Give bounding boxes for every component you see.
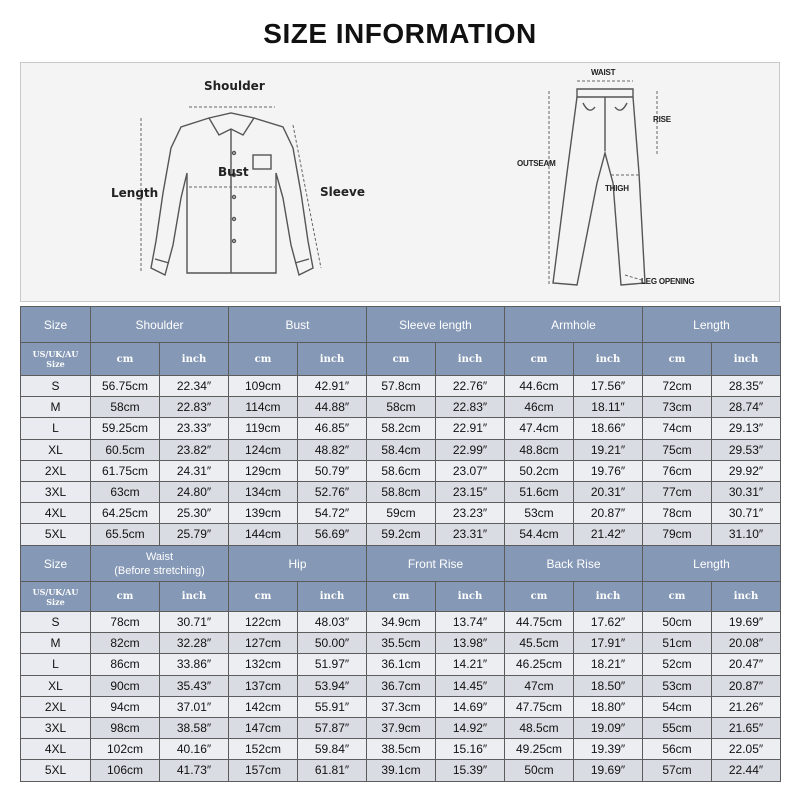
cm-value-cell: 47.4cm: [505, 418, 574, 439]
cm-value-cell: 54.4cm: [505, 524, 574, 545]
inch-value-cell: 19.69″: [574, 760, 643, 781]
cm-value-cell: 63cm: [91, 481, 160, 502]
unit-cm: cm: [229, 582, 298, 612]
size-cell: 3XL: [21, 481, 91, 502]
cm-value-cell: 59.25cm: [91, 418, 160, 439]
cm-value-cell: 59cm: [367, 503, 436, 524]
inch-value-cell: 21.42″: [574, 524, 643, 545]
unit-inch: inch: [298, 343, 367, 376]
cm-value-cell: 58cm: [367, 397, 436, 418]
inch-value-cell: 22.34″: [160, 376, 229, 397]
unit-cm: cm: [367, 343, 436, 376]
inch-value-cell: 18.66″: [574, 418, 643, 439]
inch-value-cell: 20.08″: [712, 633, 781, 654]
inch-value-cell: 31.10″: [712, 524, 781, 545]
cm-value-cell: 78cm: [643, 503, 712, 524]
inch-value-cell: 14.21″: [436, 654, 505, 675]
cm-value-cell: 51.6cm: [505, 481, 574, 502]
inch-value-cell: 14.45″: [436, 675, 505, 696]
inch-value-cell: 14.69″: [436, 696, 505, 717]
leg-opening-label: LEG OPENING: [641, 277, 695, 286]
inch-value-cell: 18.80″: [574, 696, 643, 717]
cm-value-cell: 74cm: [643, 418, 712, 439]
unit-inch: inch: [712, 582, 781, 612]
inch-value-cell: 37.01″: [160, 696, 229, 717]
size-cell: M: [21, 633, 91, 654]
inch-value-cell: 25.79″: [160, 524, 229, 545]
inch-value-cell: 50.00″: [298, 633, 367, 654]
cm-value-cell: 53cm: [643, 675, 712, 696]
inch-value-cell: 20.87″: [712, 675, 781, 696]
cm-value-cell: 58cm: [91, 397, 160, 418]
header-size: Size: [21, 307, 91, 343]
cm-value-cell: 90cm: [91, 675, 160, 696]
inch-value-cell: 48.03″: [298, 612, 367, 633]
table-header-row: [21, 546, 781, 582]
inch-value-cell: 42.91″: [298, 376, 367, 397]
inch-value-cell: 28.74″: [712, 397, 781, 418]
inch-value-cell: 55.91″: [298, 696, 367, 717]
inch-value-cell: 15.16″: [436, 739, 505, 760]
header-shoulder: Shoulder: [91, 307, 229, 343]
inch-value-cell: 15.39″: [436, 760, 505, 781]
shoulder-label: Shoulder: [204, 79, 265, 93]
cm-value-cell: 134cm: [229, 481, 298, 502]
cm-value-cell: 58.8cm: [367, 481, 436, 502]
cm-value-cell: 86cm: [91, 654, 160, 675]
inch-value-cell: 22.76″: [436, 376, 505, 397]
inch-value-cell: 17.56″: [574, 376, 643, 397]
measurement-diagram: [20, 62, 780, 302]
table-row: [21, 524, 781, 545]
inch-value-cell: 48.82″: [298, 439, 367, 460]
cm-value-cell: 142cm: [229, 696, 298, 717]
cm-value-cell: 49.25cm: [505, 739, 574, 760]
inch-value-cell: 17.62″: [574, 612, 643, 633]
rise-label: RISE: [653, 115, 671, 124]
cm-value-cell: 50.2cm: [505, 460, 574, 481]
header-length: Length: [643, 546, 781, 582]
table-unit-row: [21, 582, 781, 612]
size-cell: 5XL: [21, 760, 91, 781]
pants-illustration: [553, 89, 645, 285]
table-row: [21, 418, 781, 439]
inch-value-cell: 57.87″: [298, 717, 367, 738]
table-row: [21, 717, 781, 738]
cm-value-cell: 55cm: [643, 717, 712, 738]
inch-value-cell: 32.28″: [160, 633, 229, 654]
inch-value-cell: 51.97″: [298, 654, 367, 675]
waist-note: (Before stretching): [114, 564, 205, 577]
unit-cm: cm: [91, 582, 160, 612]
cm-value-cell: 48.8cm: [505, 439, 574, 460]
size-region-header: US/UK/AU Size: [21, 343, 91, 376]
cm-value-cell: 44.6cm: [505, 376, 574, 397]
unit-cm: cm: [643, 582, 712, 612]
table-row: [21, 760, 781, 781]
inch-value-cell: 17.91″: [574, 633, 643, 654]
inch-value-cell: 30.71″: [160, 612, 229, 633]
inch-value-cell: 30.31″: [712, 481, 781, 502]
cm-value-cell: 35.5cm: [367, 633, 436, 654]
inch-value-cell: 23.82″: [160, 439, 229, 460]
bust-label: Bust: [218, 165, 249, 179]
table-row: [21, 612, 781, 633]
cm-value-cell: 147cm: [229, 717, 298, 738]
table-row: [21, 481, 781, 502]
header-front-rise: Front Rise: [367, 546, 505, 582]
inch-value-cell: 19.21″: [574, 439, 643, 460]
inch-value-cell: 24.80″: [160, 481, 229, 502]
cm-value-cell: 38.5cm: [367, 739, 436, 760]
inch-value-cell: 61.81″: [298, 760, 367, 781]
unit-cm: cm: [229, 343, 298, 376]
unit-inch: inch: [436, 343, 505, 376]
inch-value-cell: 33.86″: [160, 654, 229, 675]
inch-value-cell: 29.92″: [712, 460, 781, 481]
inch-value-cell: 38.58″: [160, 717, 229, 738]
inch-value-cell: 53.94″: [298, 675, 367, 696]
inch-value-cell: 23.31″: [436, 524, 505, 545]
length-label: Length: [111, 186, 159, 200]
table-row: [21, 654, 781, 675]
size-cell: M: [21, 397, 91, 418]
cm-value-cell: 77cm: [643, 481, 712, 502]
unit-cm: cm: [367, 582, 436, 612]
cm-value-cell: 37.9cm: [367, 717, 436, 738]
inch-value-cell: 56.69″: [298, 524, 367, 545]
cm-value-cell: 47.75cm: [505, 696, 574, 717]
cm-value-cell: 137cm: [229, 675, 298, 696]
shirt-illustration: [151, 113, 313, 275]
cm-value-cell: 102cm: [91, 739, 160, 760]
inch-value-cell: 18.50″: [574, 675, 643, 696]
size-cell: 4XL: [21, 503, 91, 524]
inch-value-cell: 50.79″: [298, 460, 367, 481]
unit-cm: cm: [505, 343, 574, 376]
cm-value-cell: 58.4cm: [367, 439, 436, 460]
garment-illustrations: [21, 63, 781, 303]
cm-value-cell: 46cm: [505, 397, 574, 418]
inch-value-cell: 21.65″: [712, 717, 781, 738]
cm-value-cell: 56cm: [643, 739, 712, 760]
inch-value-cell: 54.72″: [298, 503, 367, 524]
inch-value-cell: 59.84″: [298, 739, 367, 760]
header-armhole: Armhole: [505, 307, 643, 343]
unit-inch: inch: [160, 343, 229, 376]
header-size: Size: [21, 546, 91, 582]
cm-value-cell: 47cm: [505, 675, 574, 696]
cm-value-cell: 75cm: [643, 439, 712, 460]
cm-value-cell: 152cm: [229, 739, 298, 760]
inch-value-cell: 19.76″: [574, 460, 643, 481]
inch-value-cell: 22.91″: [436, 418, 505, 439]
inch-value-cell: 44.88″: [298, 397, 367, 418]
inch-value-cell: 19.69″: [712, 612, 781, 633]
cm-value-cell: 72cm: [643, 376, 712, 397]
unit-cm: cm: [91, 343, 160, 376]
bottom-table-body: [21, 612, 781, 782]
cm-value-cell: 48.5cm: [505, 717, 574, 738]
inch-value-cell: 19.39″: [574, 739, 643, 760]
cm-value-cell: 109cm: [229, 376, 298, 397]
cm-value-cell: 58.2cm: [367, 418, 436, 439]
table-header-row: [21, 307, 781, 343]
waist-label: WAIST: [591, 68, 616, 77]
header-hip: Hip: [229, 546, 367, 582]
cm-value-cell: 114cm: [229, 397, 298, 418]
header-bust: Bust: [229, 307, 367, 343]
cm-value-cell: 39.1cm: [367, 760, 436, 781]
cm-value-cell: 57.8cm: [367, 376, 436, 397]
header-length: Length: [643, 307, 781, 343]
cm-value-cell: 57cm: [643, 760, 712, 781]
size-cell: 5XL: [21, 524, 91, 545]
table-row: [21, 696, 781, 717]
cm-value-cell: 52cm: [643, 654, 712, 675]
cm-value-cell: 50cm: [643, 612, 712, 633]
cm-value-cell: 79cm: [643, 524, 712, 545]
inch-value-cell: 46.85″: [298, 418, 367, 439]
table-row: [21, 739, 781, 760]
table-row: [21, 397, 781, 418]
inch-value-cell: 35.43″: [160, 675, 229, 696]
size-cell: S: [21, 612, 91, 633]
cm-value-cell: 53cm: [505, 503, 574, 524]
table-row: [21, 633, 781, 654]
table-row: [21, 439, 781, 460]
inch-value-cell: 30.71″: [712, 503, 781, 524]
cm-value-cell: 50cm: [505, 760, 574, 781]
cm-value-cell: 44.75cm: [505, 612, 574, 633]
inch-value-cell: 40.16″: [160, 739, 229, 760]
table-row: [21, 376, 781, 397]
inch-value-cell: 20.87″: [574, 503, 643, 524]
size-cell: S: [21, 376, 91, 397]
inch-value-cell: 29.53″: [712, 439, 781, 460]
inch-value-cell: 20.47″: [712, 654, 781, 675]
inch-value-cell: 22.44″: [712, 760, 781, 781]
inch-value-cell: 19.09″: [574, 717, 643, 738]
inch-value-cell: 23.23″: [436, 503, 505, 524]
inch-value-cell: 22.83″: [160, 397, 229, 418]
inch-value-cell: 23.07″: [436, 460, 505, 481]
unit-inch: inch: [160, 582, 229, 612]
inch-value-cell: 24.31″: [160, 460, 229, 481]
cm-value-cell: 157cm: [229, 760, 298, 781]
cm-value-cell: 61.75cm: [91, 460, 160, 481]
top-table-body: [21, 376, 781, 546]
size-cell: XL: [21, 439, 91, 460]
table-unit-row: [21, 343, 781, 376]
cm-value-cell: 34.9cm: [367, 612, 436, 633]
size-cell: L: [21, 418, 91, 439]
page-title: SIZE INFORMATION: [263, 18, 537, 49]
inch-value-cell: 23.15″: [436, 481, 505, 502]
table-row: [21, 460, 781, 481]
inch-value-cell: 25.30″: [160, 503, 229, 524]
unit-inch: inch: [436, 582, 505, 612]
cm-value-cell: 122cm: [229, 612, 298, 633]
size-cell: XL: [21, 675, 91, 696]
cm-value-cell: 76cm: [643, 460, 712, 481]
inch-value-cell: 22.05″: [712, 739, 781, 760]
unit-inch: inch: [574, 343, 643, 376]
cm-value-cell: 73cm: [643, 397, 712, 418]
size-cell: 2XL: [21, 460, 91, 481]
cm-value-cell: 144cm: [229, 524, 298, 545]
size-cell: 2XL: [21, 696, 91, 717]
cm-value-cell: 64.25cm: [91, 503, 160, 524]
cm-value-cell: 59.2cm: [367, 524, 436, 545]
inch-value-cell: 13.98″: [436, 633, 505, 654]
cm-value-cell: 82cm: [91, 633, 160, 654]
inch-value-cell: 29.13″: [712, 418, 781, 439]
header-sleeve-length: Sleeve length: [367, 307, 505, 343]
inch-value-cell: 14.92″: [436, 717, 505, 738]
cm-value-cell: 45.5cm: [505, 633, 574, 654]
size-cell: 4XL: [21, 739, 91, 760]
unit-inch: inch: [712, 343, 781, 376]
inch-value-cell: 18.21″: [574, 654, 643, 675]
cm-value-cell: 58.6cm: [367, 460, 436, 481]
unit-cm: cm: [643, 343, 712, 376]
cm-value-cell: 119cm: [229, 418, 298, 439]
cm-value-cell: 36.7cm: [367, 675, 436, 696]
inch-value-cell: 20.31″: [574, 481, 643, 502]
size-cell: 3XL: [21, 717, 91, 738]
cm-value-cell: 106cm: [91, 760, 160, 781]
cm-value-cell: 129cm: [229, 460, 298, 481]
thigh-label: THIGH: [605, 184, 629, 193]
inch-value-cell: 52.76″: [298, 481, 367, 502]
cm-value-cell: 60.5cm: [91, 439, 160, 460]
inch-value-cell: 28.35″: [712, 376, 781, 397]
inch-value-cell: 21.26″: [712, 696, 781, 717]
inch-value-cell: 13.74″: [436, 612, 505, 633]
inch-value-cell: 18.11″: [574, 397, 643, 418]
size-cell: L: [21, 654, 91, 675]
cm-value-cell: 46.25cm: [505, 654, 574, 675]
size-region-header: US/UK/AU Size: [21, 582, 91, 612]
table-row: [21, 675, 781, 696]
cm-value-cell: 65.5cm: [91, 524, 160, 545]
cm-value-cell: 36.1cm: [367, 654, 436, 675]
cm-value-cell: 56.75cm: [91, 376, 160, 397]
unit-inch: inch: [574, 582, 643, 612]
cm-value-cell: 94cm: [91, 696, 160, 717]
unit-inch: inch: [298, 582, 367, 612]
cm-value-cell: 124cm: [229, 439, 298, 460]
table-row: [21, 503, 781, 524]
header-waist: Waist (Before stretching): [91, 546, 229, 582]
outseam-label: OUTSEAM: [517, 159, 556, 168]
unit-cm: cm: [505, 582, 574, 612]
top-size-table: [20, 306, 781, 546]
header-back-rise: Back Rise: [505, 546, 643, 582]
cm-value-cell: 78cm: [91, 612, 160, 633]
bottom-size-table: [20, 545, 781, 782]
inch-value-cell: 22.83″: [436, 397, 505, 418]
cm-value-cell: 51cm: [643, 633, 712, 654]
inch-value-cell: 41.73″: [160, 760, 229, 781]
sleeve-label: Sleeve: [320, 185, 365, 199]
cm-value-cell: 127cm: [229, 633, 298, 654]
inch-value-cell: 22.99″: [436, 439, 505, 460]
cm-value-cell: 54cm: [643, 696, 712, 717]
cm-value-cell: 98cm: [91, 717, 160, 738]
inch-value-cell: 23.33″: [160, 418, 229, 439]
cm-value-cell: 37.3cm: [367, 696, 436, 717]
cm-value-cell: 139cm: [229, 503, 298, 524]
cm-value-cell: 132cm: [229, 654, 298, 675]
